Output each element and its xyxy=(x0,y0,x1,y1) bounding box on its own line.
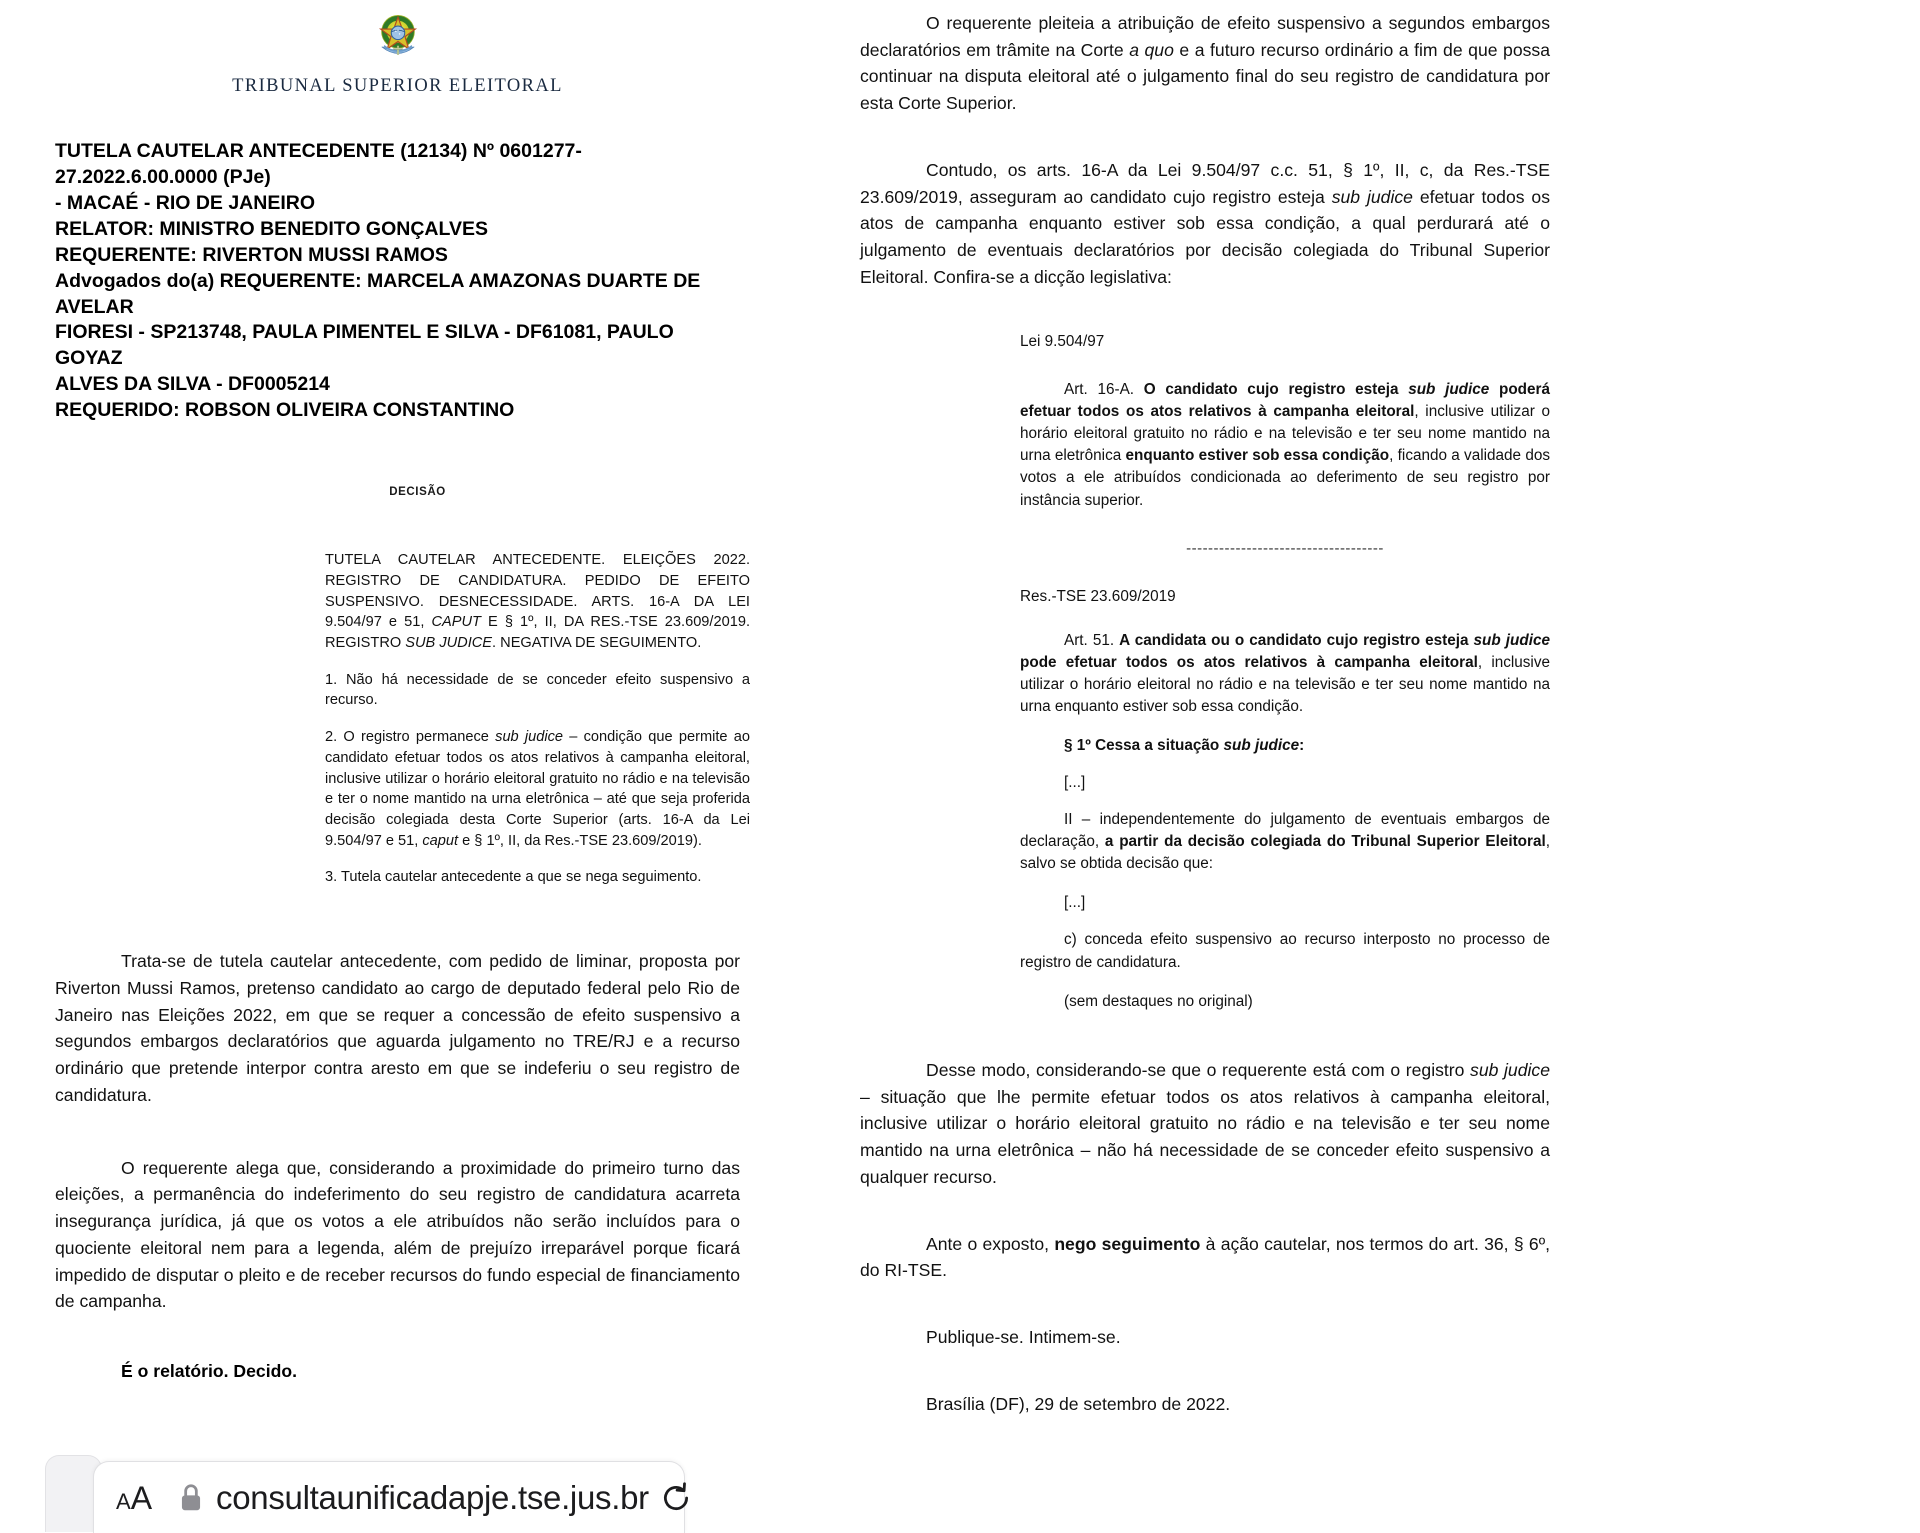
paragraph-local-data: Brasília (DF), 29 de setembro de 2022. xyxy=(926,1393,1231,1414)
paragraph-ante-o-exposto: Ante o exposto, nego seguimento à ação cautelar, nos termos do art. 36, § 6º, do RI-TSE. xyxy=(860,1233,1551,1281)
address-bar[interactable] xyxy=(93,1461,685,1533)
case-header-line-2: - MACAÉ - RIO DE JANEIRO xyxy=(55,191,316,214)
case-header-line-1: TUTELA CAUTELAR ANTECEDENTE (12134) Nº 0601277-27.2022.6.00.0000 (PJe) xyxy=(55,140,582,188)
ementa-headnote: TUTELA CAUTELAR ANTECEDENTE. ELEIÇÕES 2022. REGISTRO DE CANDIDATURA. PEDIDO DE EFEITO SUSPENSIVO. DESNECESSIDADE. ARTS. 16-A DA LEI 9.504/97 e 51, CAPUT E § 1º, II, DA RES.-TSE 23.609/2019. REGISTRO SUB JUDICE. NEGATIVA DE SEGUIMENTO. xyxy=(325,552,751,652)
paragraph-pleiteia: O requerente pleiteia a atribuição de efeito suspensivo a segundos embargos declaratórios em trâmite na Corte a quo e a futuro recurso ordinário a fim de que possa continuar na disputa eleitoral até o julgamento final do seu registro de candidatura por esta Corte Superior. xyxy=(860,13,1550,114)
decision-heading: DECISÃO xyxy=(389,486,446,499)
quote-art-51: Art. 51. A candidata ou o candidato cujo registro esteja sub judice pode efetuar todos os atos relativos à campanha eleitoral, inclusive utilizar o horário eleitoral no rádio e na televisão e ter seu nome mantido na urna enquanto estiver sob essa condição. xyxy=(1020,631,1550,716)
lock-icon xyxy=(178,1482,204,1514)
case-header-block xyxy=(55,139,740,424)
url-text[interactable]: consultaunificadapje.tse.jus.br xyxy=(216,1478,649,1516)
case-header-line-3: RELATOR: MINISTRO BENEDITO GONÇALVES xyxy=(55,217,488,240)
ementa-item-3: 3. Tutela cautelar antecedente a que se nega seguimento. xyxy=(325,869,702,886)
text-size-big-a: A xyxy=(130,1479,153,1516)
ementa-item-1: 1. Não há necessidade de se conceder efeito suspensivo a recurso. xyxy=(325,671,750,709)
paragraph-contudo: Contudo, os arts. 16-A da Lei 9.504/97 c.c. 51, § 1º, II, c, da Res.-TSE 23.609/2019, asseguram ao candidato cujo registro esteja sub judice efetuar todos os atos de campanha enquanto estiver sob essa condição, a qual perdurará até o julgamento de eventuais declaratórios por decisão colegiada do Tribunal Superior Eleitoral. Confira-se a dicção legislativa: xyxy=(860,159,1551,287)
paragraph-desse-modo: Desse modo, considerando-se que o requerente está com o registro sub judice – situação que lhe permite efetuar todos os atos relativos à campanha eleitoral, inclusive utilizar o horário eleitoral gratuito no rádio e na televisão e ter seu nome mantido na urna eletrônica – não há necessidade de se conceder efeito suspensivo a qualquer recurso. xyxy=(860,1059,1550,1187)
case-header-line-5: Advogados do(a) REQUERENTE: MARCELA AMAZONAS DUARTE DE AVELAR xyxy=(55,269,701,318)
paragraph-requerente-alega: O requerente alega que, considerando a proximidade do primeiro turno das eleições, a permanência do indeferimento do seu registro de candidatura acarreta insegurança jurídica, já que os votos a ele atribuídos não serão incluídos para o quociente eleitoral nem para a legenda, além de prejuízo irreparável porque ficará impedido de disputar o pleito e de receber recursos do fundo especial de financiamento de campanha. xyxy=(55,1157,740,1312)
quote-ellipsis-1: [...] xyxy=(1064,773,1086,791)
left-body-text xyxy=(55,948,740,1382)
left-column xyxy=(0,0,800,1531)
brazilian-coat-of-arms-icon xyxy=(371,8,425,62)
text-size-button[interactable] xyxy=(116,1479,153,1516)
quote-art-16a: Art. 16-A. O candidato cujo registro esteja sub judice poderá efetuar todos os atos relativos à campanha eleitoral, inclusive utilizar o horário eleitoral gratuito no rádio e na televisão e ter seu nome mantido na urna eletrônica enquanto estiver sob essa condição, ficando a validade dos votos a ele atribuídos condicionada ao deferimento de seu registro por instância superior. xyxy=(1020,380,1550,509)
case-header-line-8: REQUERIDO: ROBSON OLIVEIRA CONSTANTINO xyxy=(55,399,515,422)
quote-source-lei: Lei 9.504/97 xyxy=(1020,332,1105,350)
relatorio-statement: É o relatório. Decido. xyxy=(121,1361,297,1382)
quote-separator: ------------------------------------ xyxy=(1186,539,1384,557)
case-header-line-7: ALVES DA SILVA - DF0005214 xyxy=(55,373,330,396)
right-column xyxy=(860,0,1550,1458)
ementa-block xyxy=(325,550,750,888)
quote-ellipsis-2: [...] xyxy=(1064,894,1086,912)
text-size-small-a: A xyxy=(116,1488,131,1514)
emblem-container xyxy=(55,0,740,62)
quote-source-res: Res.-TSE 23.609/2019 xyxy=(1020,587,1176,605)
ementa-item-2: 2. O registro permanece sub judice – condição que permite ao candidato efetuar todos os atos relativos à campanha eleitoral, inclusive utilizar o horário eleitoral gratuito no rádio e na televisão e ter o nome mantido na urna eletrônica – até que seja proferida decisão colegiada desta Corte Superior (arts. 16-A da Lei 9.504/97 e 51, caput e § 1º, II, da Res.-TSE 23.609/2019). xyxy=(325,729,750,849)
case-header-line-4: REQUERENTE: RIVERTON MUSSI RAMOS xyxy=(55,243,448,266)
paragraph-trata-se: Trata-se de tutela cautelar antecedente, com pedido de liminar, proposta por Riverton Mussi Ramos, pretenso candidato ao cargo de deputado federal pelo Rio de Janeiro nas Eleições 2022, em que se requer a concessão de efeito suspensivo a segundos embargos declaratórios que aguarda julgamento no TRE/RJ e a recurso ordinário que pretende interpor contra aresto em que se indeferiu o seu registro de candidatura. xyxy=(55,951,740,1105)
quote-no-highlight-note: (sem destaques no original) xyxy=(1064,992,1253,1010)
quote-inciso-ii: II – independentemente do julgamento de eventuais embargos de declaração, a partir da decisão colegiada do Tribunal Superior Eleitoral, salvo se obtida decisão que: xyxy=(1020,810,1550,873)
browser-toolbar xyxy=(45,1447,685,1531)
quote-paragraph-1: § 1º Cessa a situação sub judice: xyxy=(1064,737,1305,755)
paragraph-publique-se: Publique-se. Intimem-se. xyxy=(926,1327,1121,1348)
legal-quotation-block xyxy=(1020,331,1550,1013)
quote-alinea-c: c) conceda efeito suspensivo ao recurso interposto no processo de registro de candidatura. xyxy=(1020,931,1550,971)
reload-icon[interactable] xyxy=(659,1481,693,1515)
organization-title: TRIBUNAL SUPERIOR ELEITORAL xyxy=(232,76,563,96)
case-header-line-6: FIORESI - SP213748, PAULA PIMENTEL E SILVA - DF61081, PAULO GOYAZ xyxy=(55,321,674,370)
